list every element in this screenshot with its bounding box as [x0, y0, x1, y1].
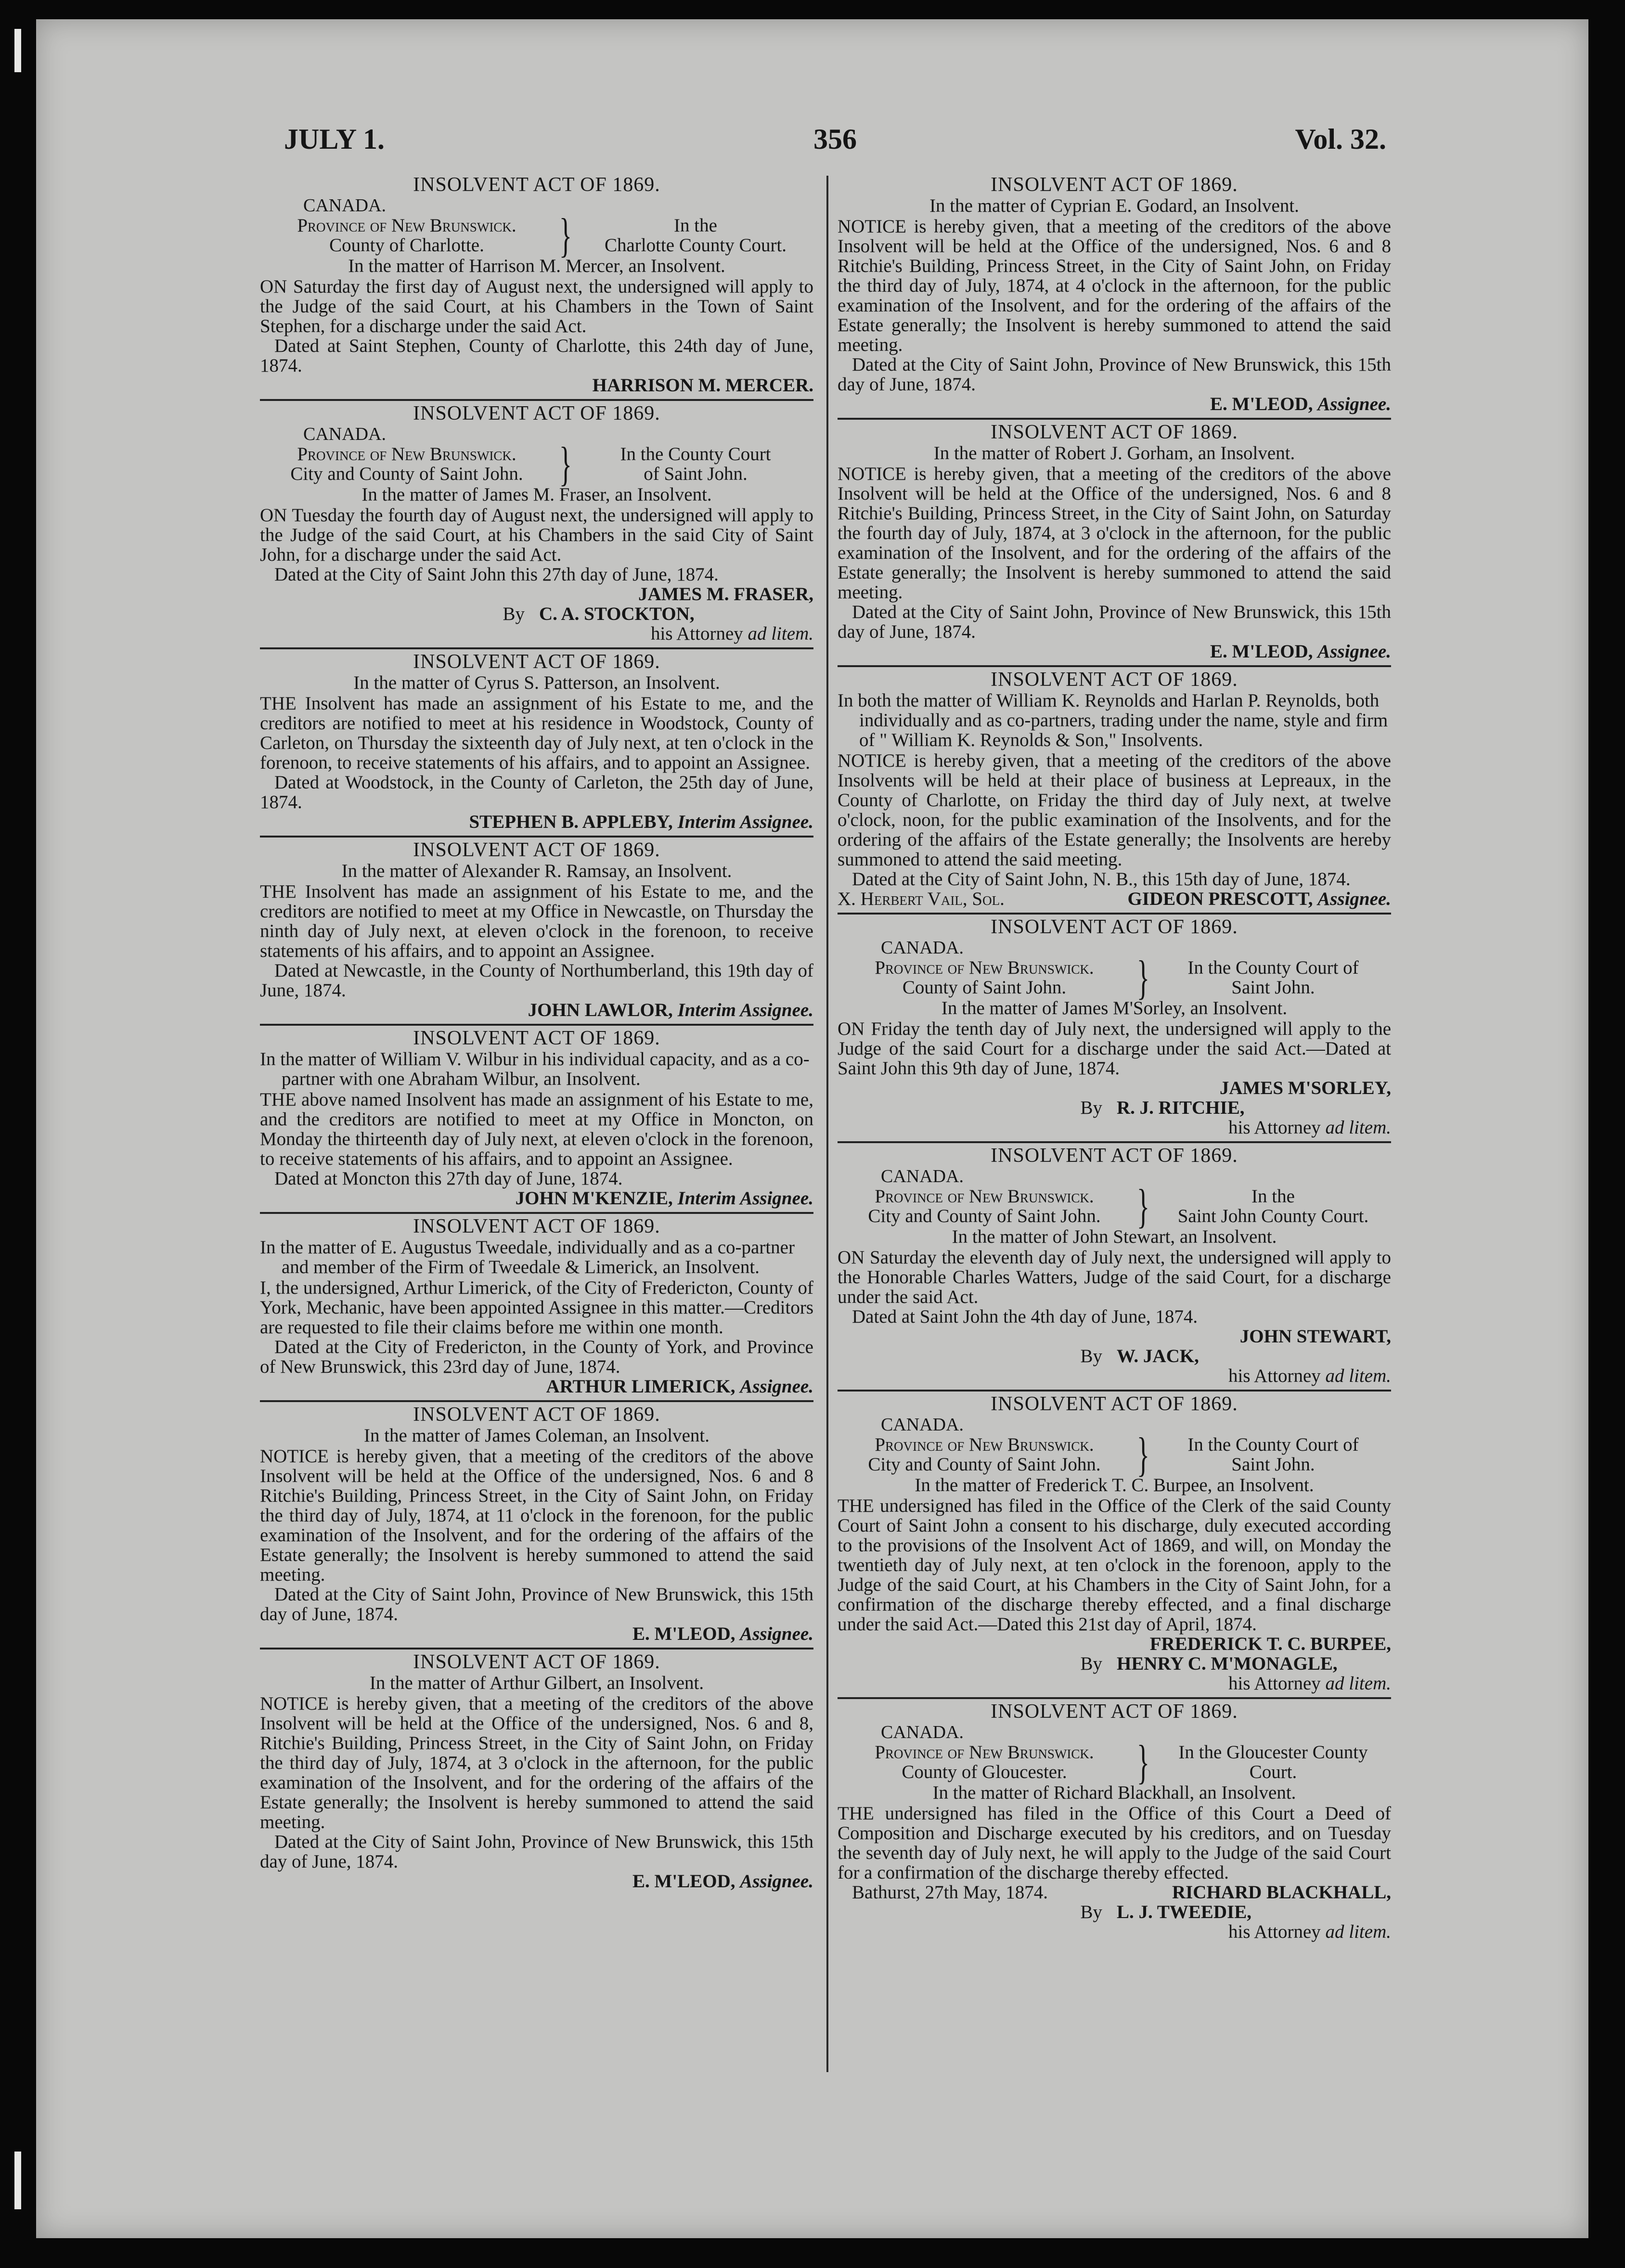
jurisdiction-line: City and County of Saint John. — [868, 1454, 1101, 1475]
court-name — [1155, 1742, 1391, 1782]
attorney-role-italic: ad litem. — [748, 623, 813, 644]
signature: E. M'LEOD, Assignee. — [632, 1871, 813, 1892]
dated-line: Dated at Saint John the 4th day of June, 1874. — [852, 1306, 1198, 1327]
jurisdiction-line: Province of New Brunswick. — [875, 1186, 1094, 1207]
matter-line: In the matter of James M. Fraser, an Insolvent. — [361, 484, 712, 505]
jurisdiction-line: Province of New Brunswick. — [297, 215, 516, 236]
court-line: Charlotte County Court. — [604, 235, 787, 256]
signature-role: Interim Assignee. — [677, 1000, 813, 1020]
signature: GIDEON PRESCOTT, Assignee. — [1127, 889, 1391, 909]
notice-text: NOTICE is hereby given, that a meeting of the creditors of the above Insolvent will be held at the Office of the undersigned, Nos. 6 and 8 Ritchie's Building, Princess Street, in the City of Saint John, on Saturday the fourth day of July, 1874, at 3 o'clock in the afternoon, for the public examination of the Insolvent, and for the ordering of the affairs of the Estate generally; the Insolvent is hereby summoned to attend the said meeting. — [838, 464, 1391, 603]
scan-edge-mark — [14, 29, 21, 72]
notice-text: I, the undersigned, Arthur Limerick, of the City of Fredericton, County of York, Mechanic, have been appointed Assignee in this matter.—Creditors are requested to file their claims before me within one month. — [260, 1277, 813, 1338]
attorney-role: his Attorney ad litem. — [1228, 1921, 1391, 1942]
signature-role: Assignee. — [740, 1624, 813, 1644]
dated-line: Dated at the City of Saint John, N. B., this 15th day of June, 1874. — [852, 869, 1351, 889]
jurisdiction-province — [260, 216, 554, 255]
insolvency-notice — [260, 404, 813, 649]
court-jurisdiction — [838, 1735, 1391, 1789]
court-jurisdiction — [260, 437, 813, 490]
attorney-role: his Attorney ad litem. — [651, 623, 813, 644]
notice-text: NOTICE is hereby given, that a meeting of the creditors of the above Insolvents will be held at their place of business at Lepreaux, in the County of Charlotte, on Friday the third day of July next, at twelve o'clock, noon, for the public examination of the Insolvents, and for the ordering of the affairs of the Estate generally; the Insolvents are hereby summoned to attend the said meeting. — [838, 750, 1391, 870]
notice-title: INSOLVENT ACT OF 1869. — [413, 1651, 660, 1673]
attorney-line — [260, 604, 813, 624]
notice-title: INSOLVENT ACT OF 1869. — [991, 1145, 1238, 1167]
dated-line: Dated at Woodstock, in the County of Carleton, the 25th day of June, 1874. — [260, 772, 813, 812]
court-jurisdiction — [260, 208, 813, 262]
matter-line: In the matter of Cyrus S. Patterson, an Insolvent. — [353, 672, 720, 693]
brace-symbol: } — [1136, 951, 1150, 1004]
attorney-line — [838, 1098, 1391, 1118]
notice-title: INSOLVENT ACT OF 1869. — [991, 1701, 1238, 1723]
notice-body — [260, 1090, 813, 1188]
dated-line: Dated at Moncton this 27th day of June, 1874. — [274, 1168, 623, 1189]
attorney-name: R. J. RITCHIE, — [1117, 1097, 1245, 1118]
dated-line: Dated at the City of Saint John, Province of New Brunswick, this 15th day of June, 1874. — [838, 602, 1391, 642]
court-jurisdiction — [838, 951, 1391, 1004]
jurisdiction-province — [838, 958, 1131, 997]
dated-line: Dated at Newcastle, in the County of Northumberland, this 19th day of June, 1874. — [260, 960, 813, 1001]
matter-line: In the matter of James Coleman, an Insolvent. — [363, 1425, 710, 1446]
court-line: Saint John County Court. — [1177, 1206, 1369, 1226]
insolvency-notice — [260, 1652, 813, 1895]
insolvency-notice — [838, 175, 1391, 420]
notice-title: INSOLVENT ACT OF 1869. — [991, 916, 1238, 938]
insolvency-notice — [260, 1029, 813, 1214]
attorney-role-italic: ad litem. — [1325, 1673, 1391, 1694]
court-line: In the County Court of — [1187, 1434, 1359, 1455]
matter-line: In the matter of Frederick T. C. Burpee, an Insolvent. — [915, 1475, 1314, 1495]
insolvency-notice — [260, 652, 813, 838]
notice-text: THE above named Insolvent has made an assignment of his Estate to me, and the creditors are notified to meet at my Office in Moncton, on Monday the thirteenth day of July next, at eleven o'clock in the forenoon, to receive statements of his affairs, and to appoint an Assignee. — [260, 1089, 813, 1169]
solicitor: X. Herbert Vail, Sol. — [838, 889, 1005, 909]
attorney-role-italic: ad litem. — [1325, 1921, 1391, 1942]
signature: STEPHEN B. APPLEBY, Interim Assignee. — [469, 812, 813, 832]
brace-symbol: } — [1136, 1735, 1150, 1789]
notice-body — [260, 694, 813, 812]
jurisdiction-line: County of Charlotte. — [329, 235, 484, 256]
notice-body — [838, 1248, 1391, 1327]
signature: E. M'LEOD, Assignee. — [1210, 641, 1391, 662]
insolvency-notice — [260, 840, 813, 1026]
notice-text: THE Insolvent has made an assignment of his Estate to me, and the creditors are notified to meet at my Office in Newcastle, on Thursday the ninth day of July next, at eleven o'clock in the forenoon, to receive statements of his affairs, and to appoint an Assignee. — [260, 881, 813, 961]
scan-edge-mark — [14, 2152, 21, 2209]
notice-body — [260, 882, 813, 1000]
court-line: Saint John. — [1231, 977, 1315, 998]
court-name — [578, 216, 813, 255]
canada-label: CANADA. — [881, 1415, 964, 1435]
matter-line: In the matter of Richard Blackhall, an Insolvent. — [932, 1782, 1296, 1803]
notice-title: INSOLVENT ACT OF 1869. — [413, 1027, 660, 1049]
dated-signature-line — [838, 1882, 1391, 1902]
insolvency-notice — [838, 1702, 1391, 1946]
matter-line: In the matter of Cyprian E. Godard, an Insolvent. — [929, 195, 1299, 216]
signature-role: Assignee. — [1317, 641, 1391, 662]
court-line: In the — [1251, 1186, 1295, 1207]
notice-body — [838, 1804, 1391, 1882]
by-label: By — [1080, 1097, 1102, 1118]
matter-line: In the matter of John Stewart, an Insolvent. — [952, 1226, 1277, 1247]
attorney-role: his Attorney ad litem. — [1228, 1366, 1391, 1386]
notice-title: INSOLVENT ACT OF 1869. — [413, 1215, 660, 1237]
matter-line: In the matter of E. Augustus Tweedale, individually and as a co-partner and member of the Firm of Tweedale & Limerick, an Insolvent. — [260, 1237, 795, 1277]
court-name — [1155, 1435, 1391, 1474]
column-divider — [826, 176, 828, 2072]
notice-text: THE undersigned has filed in the Office of this Court a Deed of Composition and Discharge executed by his creditors, and on Tuesday the seventh day of July next, he will apply to the Judge of the said Court for a confirmation of the discharge thereby effected. — [838, 1803, 1391, 1883]
attorney-role-italic: ad litem. — [1325, 1366, 1391, 1386]
notice-title: INSOLVENT ACT OF 1869. — [413, 402, 660, 425]
matter-line: In the matter of Arthur Gilbert, an Insolvent. — [369, 1673, 704, 1693]
court-line: In the — [674, 215, 717, 236]
matter-line: In both the matter of William K. Reynolds and Harlan P. Reynolds, both individually and as co-partners, trading under the name, style and firm of " William K. Reynolds & Son," Insolvents. — [838, 690, 1388, 750]
jurisdiction-line: Province of New Brunswick. — [875, 1434, 1094, 1455]
notice-text: NOTICE is hereby given, that a meeting of the creditors of the above Insolvent will be held at the Office of the undersigned, Nos. 6 and 8, Ritchie's Building, Princess Street, in the City of Saint John, on Friday the third day of July, 1874, at 3 o'clock in the afternoon, for the public examination of the Insolvent, and for the ordering of the affairs of the Estate generally; the Insolvent is hereby summoned to attend the said meeting. — [260, 1693, 813, 1832]
signature: FREDERICK T. C. BURPEE, — [1149, 1634, 1391, 1654]
attorney-name: L. J. TWEEDIE, — [1117, 1902, 1251, 1922]
notice-body — [838, 1019, 1391, 1078]
notice-text: NOTICE is hereby given, that a meeting of the creditors of the above Insolvent will be held at the Office of the undersigned, Nos. 6 and 8 Ritchie's Building, Princess Street, in the City of Saint John, on Friday the third day of July, 1874, at 4 o'clock in the afternoon, for the public examination of the Insolvent, and for the ordering of the affairs of the Estate generally; the Insolvent is hereby summoned to attend the said meeting. — [838, 216, 1391, 355]
court-jurisdiction — [838, 1179, 1391, 1233]
volume-number: Vol. 32. — [1295, 123, 1386, 155]
court-name — [1155, 1186, 1391, 1226]
notice-title: INSOLVENT ACT OF 1869. — [991, 421, 1238, 443]
matter-line: In the matter of William V. Wilbur in his individual capacity, and as a co-partner with one Abraham Wilbur, an Insolvent. — [260, 1049, 810, 1089]
jurisdiction-line: Province of New Brunswick. — [875, 957, 1094, 978]
insolvency-notice — [260, 175, 813, 401]
by-label: By — [503, 604, 525, 624]
dated-line: Dated at the City of Saint John, Province of New Brunswick, this 15th day of June, 1874. — [260, 1831, 813, 1872]
notice-title: INSOLVENT ACT OF 1869. — [413, 1404, 660, 1426]
insolvency-notice — [838, 1146, 1391, 1392]
canada-label: CANADA. — [303, 424, 387, 444]
attorney-name: HENRY C. M'MONAGLE, — [1117, 1653, 1338, 1674]
insolvency-notice — [260, 1405, 813, 1649]
right-column — [838, 173, 1391, 1948]
by-label: By — [1080, 1902, 1102, 1922]
notice-title: INSOLVENT ACT OF 1869. — [991, 1393, 1238, 1415]
signature: JAMES M. FRASER, — [638, 584, 813, 605]
matter-line: In the matter of Alexander R. Ramsay, an Insolvent. — [341, 861, 732, 881]
matter-line: In the matter of James M'Sorley, an Insolvent. — [941, 998, 1288, 1018]
attorney-line — [838, 1902, 1391, 1922]
court-line: In the County Court of — [1187, 957, 1359, 978]
canada-label: CANADA. — [303, 195, 387, 216]
court-line: Court. — [1249, 1762, 1297, 1782]
brace-symbol: } — [1136, 1428, 1150, 1481]
signature: JOHN STEWART, — [1239, 1326, 1391, 1347]
jurisdiction-province — [260, 444, 554, 484]
jurisdiction-line: City and County of Saint John. — [868, 1206, 1101, 1226]
signature: JOHN M'KENZIE, Interim Assignee. — [515, 1188, 813, 1209]
signature: RICHARD BLACKHALL, — [1172, 1882, 1391, 1903]
attorney-role: his Attorney ad litem. — [1228, 1673, 1391, 1694]
court-line: of Saint John. — [644, 464, 748, 484]
notice-text: THE Insolvent has made an assignment of his Estate to me, and the creditors are notified to meet at his residence in Woodstock, County of Carleton, on Thursday the sixteenth day of July next, at ten o'clock in the forenoon, to receive statements of his affairs, and to appoint an Assignee. — [260, 693, 813, 773]
jurisdiction-line: County of Gloucester. — [902, 1762, 1067, 1782]
canada-label: CANADA. — [881, 938, 964, 958]
canada-label: CANADA. — [881, 1166, 964, 1186]
notice-body — [260, 505, 813, 584]
notice-text: THE undersigned has filed in the Office of the Clerk of the said County Court of Saint John a consent to his discharge, duly executed according to the provisions of the Insolvent Act of 1869, and will, on Monday the twentieth day of July next, at ten o'clock in the forenoon, apply to the Judge of the said Court, at his Chambers in the City of Saint John, for a confirmation of the discharge thereby effected, and a final discharge under the said Act.—Dated this 21st day of April, 1874. — [838, 1495, 1391, 1635]
jurisdiction-province — [838, 1742, 1131, 1782]
matter-line: In the matter of Harrison M. Mercer, an Insolvent. — [348, 256, 725, 276]
notice-text: ON Tuesday the fourth day of August next, the undersigned will apply to the Judge of the said Court, at his Chambers in the said City of Saint John, for a discharge under the said Act. — [260, 505, 813, 565]
signature: JOHN LAWLOR, Interim Assignee. — [528, 1000, 813, 1020]
notice-body — [260, 1694, 813, 1871]
canada-label: CANADA. — [881, 1722, 964, 1742]
left-column — [260, 173, 813, 1898]
insolvency-notice — [838, 423, 1391, 667]
signature-role: Assignee. — [1317, 889, 1391, 909]
insolvency-notice — [838, 917, 1391, 1143]
dated-line: Bathurst, 27th May, 1874. — [852, 1882, 1048, 1903]
notice-body — [260, 277, 813, 375]
dated-line: Dated at the City of Saint John this 27th day of June, 1874. — [274, 564, 719, 585]
signature-role: Interim Assignee. — [677, 812, 813, 832]
brace-symbol: } — [559, 437, 572, 490]
notice-title: INSOLVENT ACT OF 1869. — [413, 839, 660, 861]
solicitor-signature-line — [838, 889, 1391, 909]
jurisdiction-line: City and County of Saint John. — [290, 464, 523, 484]
jurisdiction-line: Province of New Brunswick. — [875, 1742, 1094, 1763]
signature-role: Assignee. — [740, 1871, 813, 1892]
insolvency-notice — [260, 1217, 813, 1402]
signature: E. M'LEOD, Assignee. — [1210, 394, 1391, 414]
signature-role: Assignee. — [1317, 394, 1391, 414]
notice-title: INSOLVENT ACT OF 1869. — [413, 651, 660, 673]
attorney-line — [838, 1654, 1391, 1674]
attorney-name: W. JACK, — [1117, 1346, 1199, 1366]
attorney-role: his Attorney ad litem. — [1228, 1117, 1391, 1138]
signature: HARRISON M. MERCER. — [592, 375, 813, 396]
notice-title: INSOLVENT ACT OF 1869. — [991, 174, 1238, 196]
signature: ARTHUR LIMERICK, Assignee. — [546, 1376, 813, 1397]
dated-line: Dated at the City of Saint John, Province of New Brunswick, this 15th day of June, 1874. — [838, 354, 1391, 395]
court-line: Saint John. — [1231, 1454, 1315, 1475]
signature-role: Assignee. — [740, 1376, 813, 1397]
by-label: By — [1080, 1346, 1102, 1366]
notice-text: ON Saturday the first day of August next, the undersigned will apply to the Judge of the said Court, at his Chambers in the Town of Saint Stephen, for a discharge under the said Act. — [260, 276, 813, 336]
attorney-role-italic: ad litem. — [1325, 1117, 1391, 1138]
notice-text: ON Friday the tenth day of July next, the undersigned will apply to the Judge of the said Court for a discharge under the said Act.—Dated at Saint John this 9th day of June, 1874. — [838, 1018, 1391, 1079]
by-label: By — [1080, 1653, 1102, 1674]
notice-title: INSOLVENT ACT OF 1869. — [413, 174, 660, 196]
jurisdiction-line: Province of New Brunswick. — [297, 444, 516, 464]
brace-symbol: } — [559, 208, 572, 262]
signature: JAMES M'SORLEY, — [1219, 1078, 1391, 1098]
notice-body — [260, 1278, 813, 1377]
notice-body — [838, 464, 1391, 642]
jurisdiction-line: County of Saint John. — [902, 977, 1067, 998]
attorney-name: C. A. STOCKTON, — [539, 604, 695, 624]
matter-line: In the matter of Robert J. Gorham, an Insolvent. — [933, 443, 1295, 464]
attorney-line — [838, 1346, 1391, 1366]
notice-body — [838, 217, 1391, 394]
court-line: In the County Court — [620, 444, 771, 464]
notice-body — [260, 1446, 813, 1624]
notice-text: NOTICE is hereby given, that a meeting of the creditors of the above Insolvent will be held at the Office of the undersigned, Nos. 6 and 8 Ritchie's Building, Princess Street, in the City of Saint John, on Friday the third day of July, 1874, at 11 o'clock in the forenoon, for the public examination of the Insolvent, and for the ordering of the affairs of the Estate generally; the Insolvent is hereby summoned to attend the said meeting. — [260, 1446, 813, 1585]
dated-line: Dated at the City of Saint John, Province of New Brunswick, this 15th day of June, 1874. — [260, 1584, 813, 1624]
court-line: In the Gloucester County — [1178, 1742, 1368, 1763]
page-header — [284, 123, 1386, 161]
issue-date: JULY 1. — [284, 123, 385, 155]
court-name — [1155, 958, 1391, 997]
notice-title: INSOLVENT ACT OF 1869. — [991, 669, 1238, 691]
page-number: 356 — [813, 123, 857, 155]
signature: E. M'LEOD, Assignee. — [632, 1624, 813, 1644]
signature-role: Interim Assignee. — [677, 1188, 813, 1209]
jurisdiction-province — [838, 1186, 1131, 1226]
notice-text: ON Saturday the eleventh day of July next, the undersigned will apply to the Honorable Charles Watters, Judge of the said Court, for a discharge under the said Act. — [838, 1247, 1391, 1307]
court-jurisdiction — [838, 1428, 1391, 1481]
insolvency-notice — [838, 670, 1391, 915]
dated-line: Dated at Saint Stephen, County of Charlotte, this 24th day of June, 1874. — [260, 335, 813, 376]
jurisdiction-province — [838, 1435, 1131, 1474]
brace-symbol: } — [1136, 1179, 1150, 1233]
notice-body — [838, 751, 1391, 889]
dated-line: Dated at the City of Fredericton, in the County of York, and Province of New Brunswick, this 23rd day of June, 1874. — [260, 1337, 813, 1377]
insolvency-notice — [838, 1394, 1391, 1699]
notice-body — [838, 1496, 1391, 1634]
court-name — [578, 444, 813, 484]
